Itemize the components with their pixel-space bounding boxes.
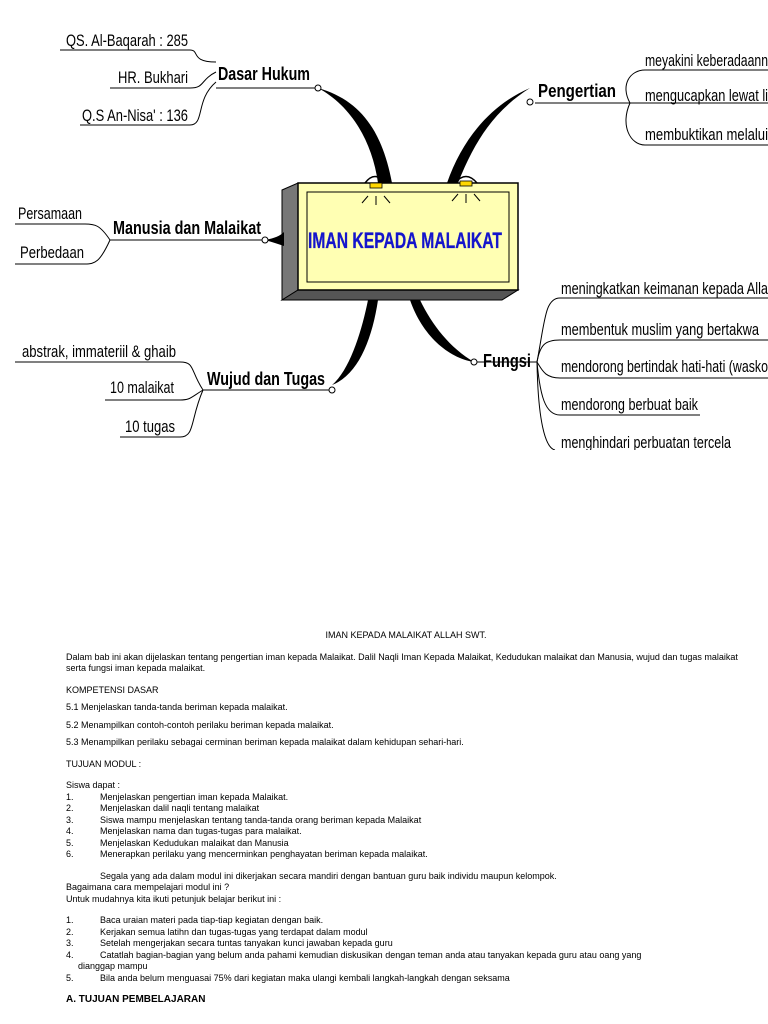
manusia-item: Perbedaan <box>20 243 84 262</box>
list-item-continuation: dianggap mampu <box>78 961 148 971</box>
list-item: 2. Kerjakan semua latihn dan tugas-tugas yang terdapat dalam modul <box>66 926 368 937</box>
wujud-item: 10 malaikat <box>110 378 175 397</box>
branch-fungsi: Fungsi <box>483 351 531 371</box>
tujuan-heading: TUJUAN MODUL : <box>66 758 142 769</box>
branch-wujud-tugas: Wujud dan Tugas <box>207 369 325 389</box>
list-item: 4. Menjelaskan nama dan tugas-tugas para malaikat. <box>66 826 302 836</box>
list-item: 5. Menjelaskan Kedudukan malaikat dan Manusia <box>66 837 289 848</box>
fungsi-item: menghindari perbuatan tercela <box>561 433 732 450</box>
pengertian-item: mengucapkan lewat li <box>645 86 768 105</box>
center-topic: IMAN KEPADA MALAIKAT <box>308 228 503 253</box>
wujud-item: abstrak, immateriil & ghaib <box>22 342 176 361</box>
list-item: 2. Menjelaskan dalil naqli tentang malaikat <box>66 803 260 813</box>
kd-heading: KOMPETENSI DASAR <box>66 684 159 695</box>
intro-paragraph: Dalam bab ini akan dijelaskan tentang pengertian iman kepada Malaikat. Dalil Naqli Iman Kepada Malaikat, Kedudukan malaikat dan Manusia, wujud dan tugas malaikat serta fungsi iman kepada malaikat. <box>66 651 738 673</box>
bagaimana-line: Bagaimana cara mempelajari modul ini ? <box>66 882 230 892</box>
pengertian-item: meyakini keberadaann <box>645 51 768 70</box>
document-body <box>66 630 746 1006</box>
pengertian-item: membuktikan melalui <box>645 125 768 144</box>
untuk-line: Untuk mudahnya kita ikuti petunjuk belajar berikut ini : <box>66 893 282 904</box>
list-item: 3. Siswa mampu menjelaskan tentang tanda-tanda orang beriman kepada Malaikat <box>66 814 422 825</box>
branch-dasar-hukum: Dasar Hukum <box>218 64 310 84</box>
mind-map <box>0 0 768 450</box>
list-item: 5. Bila anda belum menguasai 75% dari kegiatan maka ulangi kembali langkah-langkah dengan seksama <box>66 972 510 983</box>
list-item: 4. Catatlah bagian-bagian yang belum anda pahami kemudian diskusikan dengan teman anda atau tanyakan kepada guru atau oang yang <box>66 949 642 960</box>
dasar-hukum-item: HR. Bukhari <box>118 68 188 87</box>
list-item: 6. Menerapkan perilaku yang mencerminkan penghayatan beriman kepada malaikat. <box>66 849 428 859</box>
fungsi-item: membentuk muslim yang bertakwa <box>561 320 760 339</box>
dasar-hukum-item: Q.S An-Nisa' : 136 <box>82 106 188 125</box>
kd-item: 5.2 Menampilkan contoh-contoh perilaku beriman kepada malaikat. <box>66 719 334 730</box>
branch-pengertian: Pengertian <box>538 81 616 101</box>
fungsi-item: mendorong berbuat baik <box>561 395 699 414</box>
fungsi-item: mendorong bertindak hati-hati (wasko <box>561 357 768 376</box>
list-item: 1. Menjelaskan pengertian iman kepada Malaikat. <box>66 791 289 802</box>
kd-item: 5.3 Menampilkan perilaku sebagai cerminan beriman kepada malaikat dalam kehidupan sehari-hari. <box>66 737 464 747</box>
section-heading: A. TUJUAN PEMBELAJARAN <box>66 994 206 1005</box>
list-item: 1. Baca uraian materi pada tiap-tiap kegiatan dengan baik. <box>66 915 324 925</box>
branch-manusia-malaikat: Manusia dan Malaikat <box>113 218 261 238</box>
kd-item: 5.1 Menjelaskan tanda-tanda beriman kepada malaikat. <box>66 702 288 712</box>
segala-paragraph: Segala yang ada dalam modul ini dikerjakan secara mandiri dengan bantuan guru baik individu maupun kelompok. <box>100 870 557 881</box>
dasar-hukum-item: QS. Al-Baqarah : 285 <box>66 31 188 50</box>
doc-title: IMAN KEPADA MALAIKAT ALLAH SWT. <box>325 630 487 640</box>
siswa-dapat: Siswa dapat : <box>66 780 121 790</box>
list-item: 3. Setelah mengerjakan secara tuntas tanyakan kunci jawaban kepada guru <box>66 938 393 948</box>
fungsi-item: meningkatkan keimanan kepada Alla <box>561 279 768 298</box>
wujud-item: 10 tugas <box>125 417 175 436</box>
manusia-item: Persamaan <box>18 204 82 223</box>
